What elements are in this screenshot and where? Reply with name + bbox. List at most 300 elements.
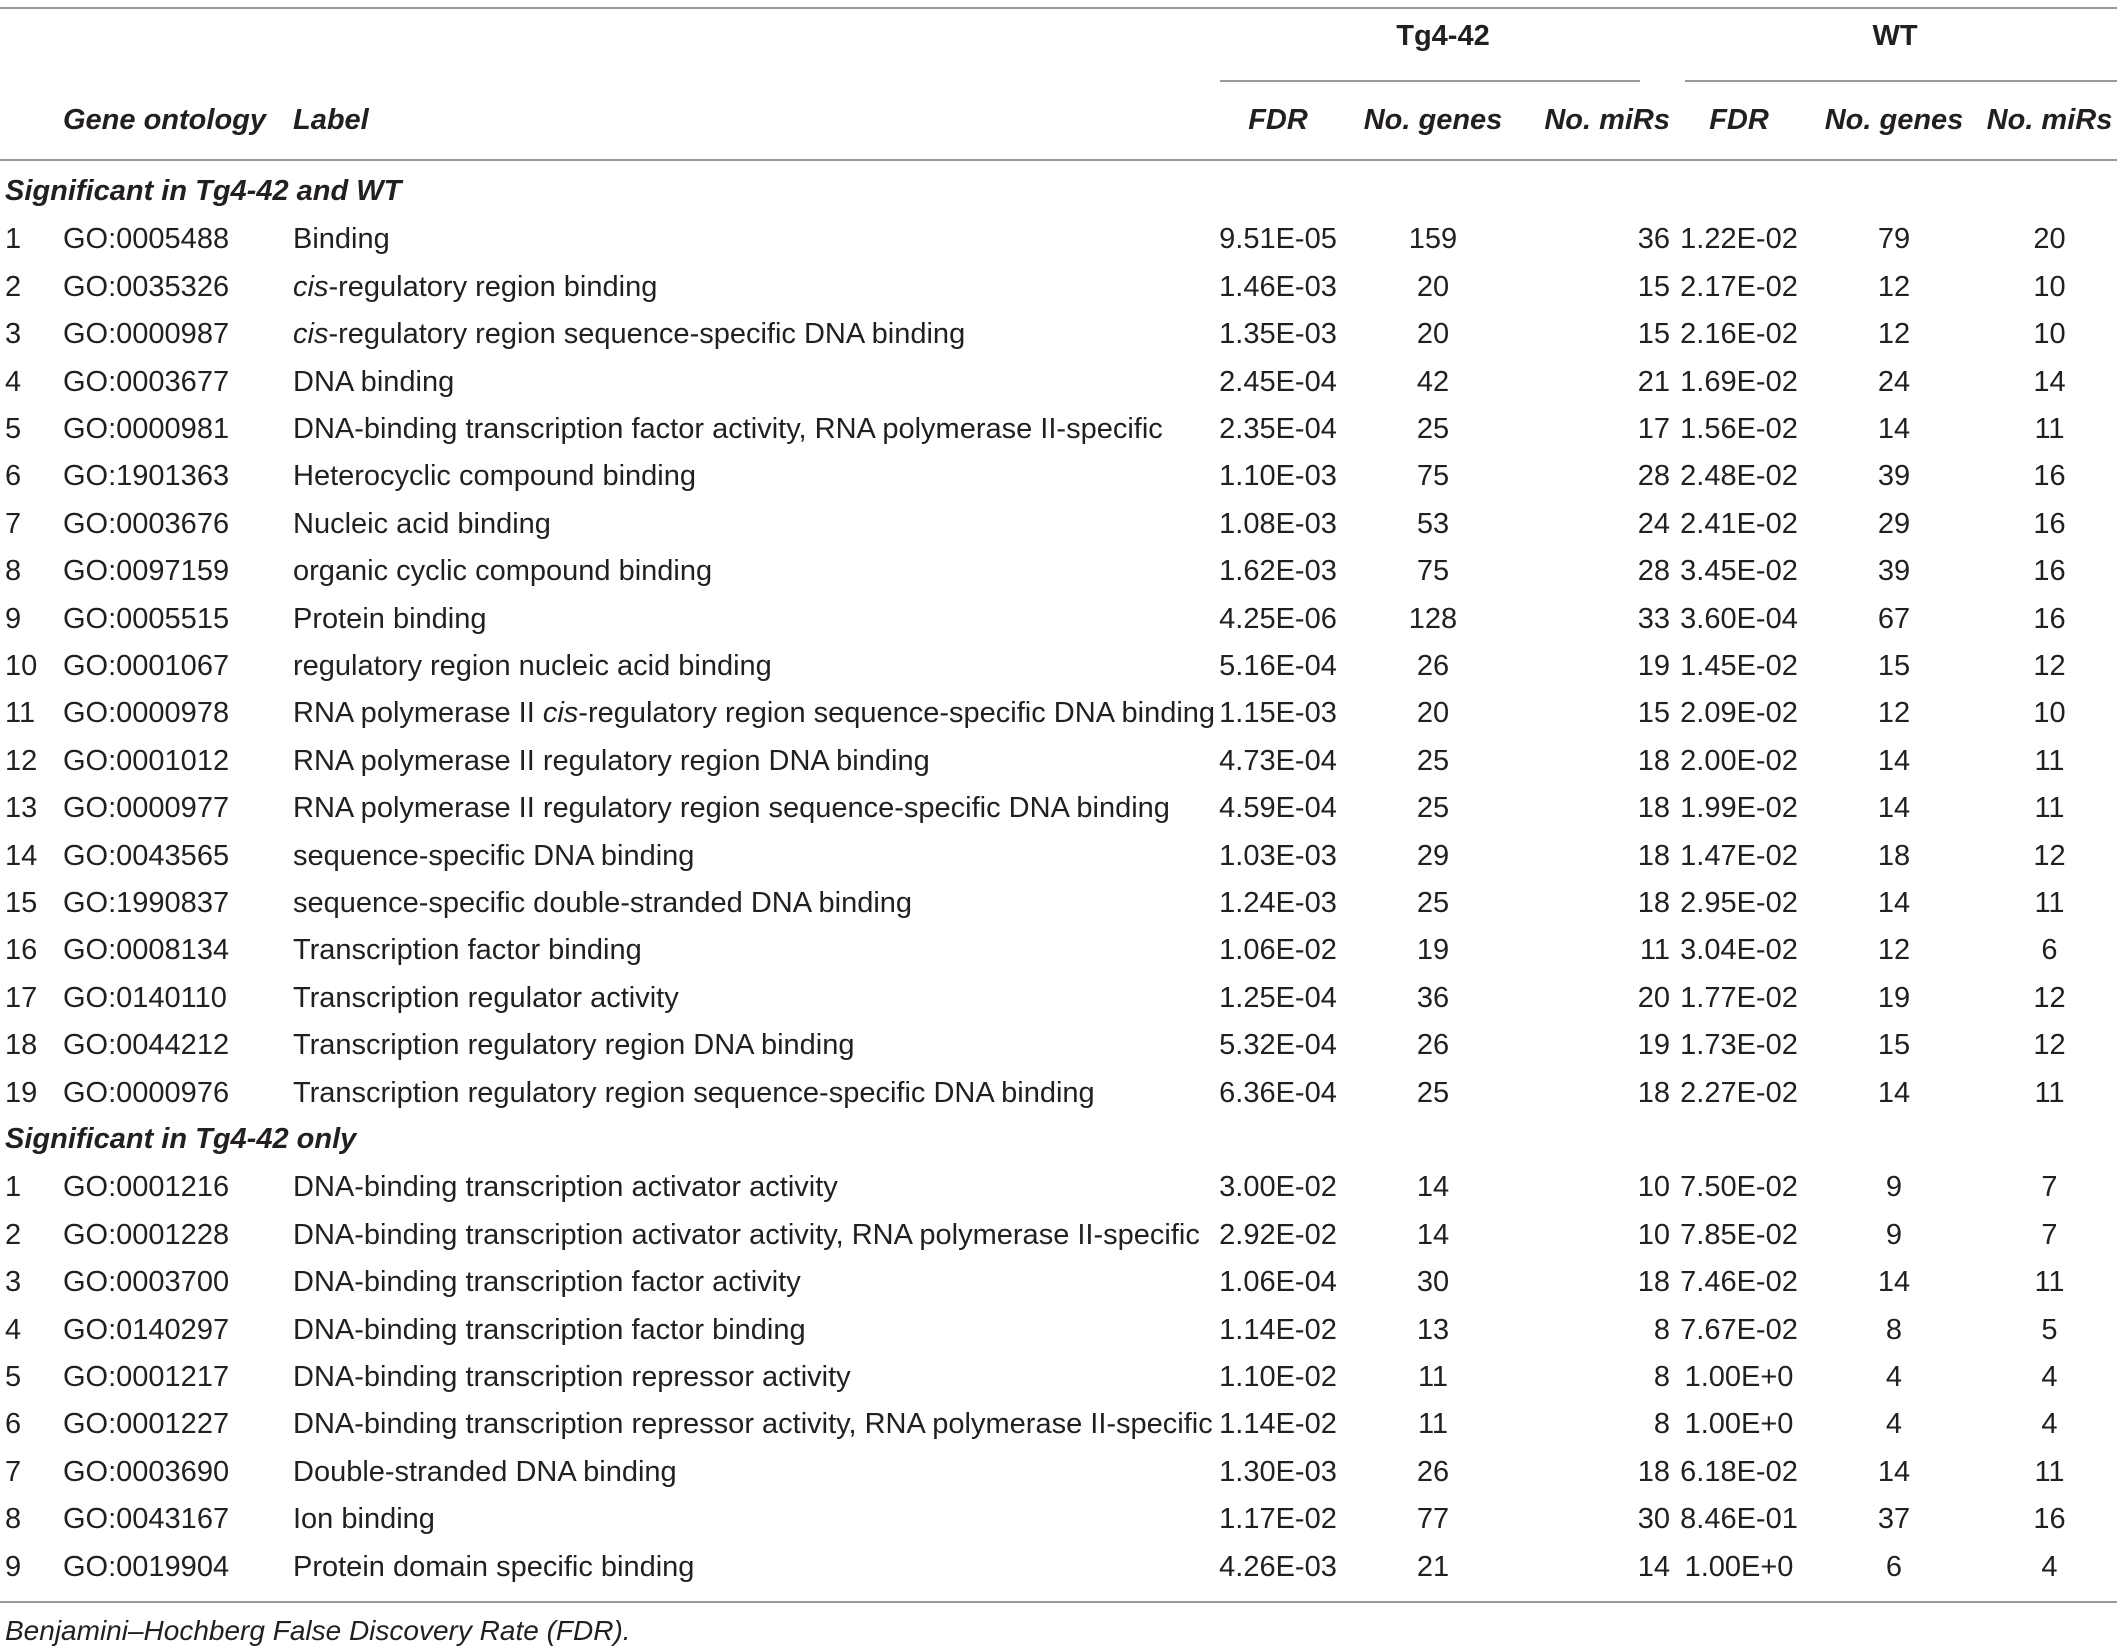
fdr-wt: 7.46E-02 (1680, 1266, 1798, 1299)
go-id: GO:0035326 (63, 270, 230, 303)
go-label-prefix: RNA polymerase II (293, 697, 543, 730)
mirs-tg: 33 (1637, 602, 1670, 635)
header-fdr-wt: FDR (1709, 104, 1769, 136)
row-number: 11 (5, 697, 36, 730)
mirs-wt: 16 (2033, 1503, 2066, 1536)
mirs-wt: 16 (2033, 460, 2066, 493)
genes-wt: 14 (1877, 1266, 1911, 1299)
fdr-wt: 2.48E-02 (1680, 460, 1798, 493)
go-label: DNA-binding transcription activator activity (293, 1171, 838, 1204)
fdr-wt: 2.95E-02 (1680, 887, 1798, 919)
genes-tg: 14 (1416, 1218, 1450, 1251)
header-label: Label (293, 104, 369, 136)
header-mirs-tg: No. miRs (1544, 104, 1670, 136)
genes-wt: 9 (1885, 1218, 1903, 1251)
go-id: GO:0001228 (63, 1218, 230, 1251)
fdr-tg: 1.03E-03 (1219, 839, 1337, 872)
mirs-tg: 18 (1637, 792, 1670, 825)
go-id: GO:0008134 (63, 934, 230, 967)
fdr-tg: 1.24E-03 (1219, 887, 1337, 919)
genes-wt: 18 (1877, 839, 1911, 872)
row-number: 9 (5, 602, 22, 635)
mirs-tg: 15 (1637, 318, 1670, 351)
row-number: 4 (5, 1313, 22, 1346)
mirs-tg: 18 (1637, 839, 1670, 872)
mirs-wt: 4 (2041, 1550, 2058, 1583)
row-number: 1 (5, 1171, 22, 1204)
row-number: 12 (5, 744, 38, 777)
row-number: 6 (5, 1408, 22, 1441)
table-row (0, 1070, 2117, 1117)
mirs-wt: 16 (2033, 555, 2066, 588)
genes-tg: 11 (1417, 1361, 1449, 1393)
mirs-wt: 10 (2033, 270, 2066, 303)
row-number: 2 (5, 1218, 22, 1251)
mirs-tg: 28 (1637, 555, 1670, 588)
fdr-wt: 1.56E-02 (1680, 413, 1798, 445)
row-number: 17 (5, 981, 38, 1014)
mirs-wt: 4 (2041, 1361, 2058, 1393)
genes-tg: 29 (1416, 839, 1450, 872)
go-id: GO:0043565 (63, 839, 230, 872)
fdr-wt: 1.77E-02 (1680, 981, 1798, 1014)
fdr-tg: 1.25E-04 (1219, 981, 1337, 1014)
genes-tg: 159 (1408, 223, 1458, 256)
go-id: GO:0140110 (63, 981, 227, 1014)
go-id: GO:0003677 (63, 365, 230, 398)
row-number: 10 (5, 650, 38, 682)
table-row (0, 406, 2117, 453)
mirs-wt: 11 (2034, 887, 2065, 919)
go-label: DNA-binding transcription factor activity, RNA polymerase II-specific (293, 413, 1163, 445)
genes-wt: 39 (1877, 555, 1911, 588)
mirs-tg: 18 (1637, 887, 1670, 919)
fdr-tg: 1.06E-02 (1219, 934, 1337, 967)
section-title: Significant in Tg4-42 and WT (5, 175, 402, 207)
mirs-wt: 12 (2033, 650, 2066, 682)
go-id: GO:1990837 (63, 887, 230, 919)
row-number: 8 (5, 555, 22, 588)
mirs-wt: 5 (2041, 1313, 2058, 1346)
genes-tg: 26 (1416, 1455, 1450, 1488)
fdr-tg: 1.10E-03 (1219, 460, 1337, 493)
fdr-wt: 7.50E-02 (1680, 1171, 1798, 1204)
fdr-wt: 7.67E-02 (1680, 1313, 1798, 1346)
mirs-wt: 12 (2033, 839, 2066, 872)
go-id: GO:0019904 (63, 1550, 230, 1583)
fdr-wt: 2.00E-02 (1680, 744, 1798, 777)
go-id: GO:0005515 (63, 602, 230, 635)
go-id: GO:0003700 (63, 1266, 230, 1299)
table-row (0, 1259, 2117, 1306)
fdr-tg: 9.51E-05 (1219, 223, 1337, 256)
genes-wt: 79 (1877, 223, 1911, 256)
row-number: 2 (5, 270, 22, 303)
table-row (0, 1212, 2117, 1259)
group-title-wt: WT (1872, 20, 1918, 52)
fdr-tg: 1.46E-03 (1219, 270, 1337, 303)
mirs-wt: 11 (2034, 1455, 2065, 1488)
genes-tg: 25 (1416, 887, 1450, 919)
table-row (0, 1022, 2117, 1069)
go-label (293, 690, 1215, 737)
header-genes-tg: No. genes (1363, 104, 1503, 136)
table-row (0, 548, 2117, 595)
genes-tg: 13 (1416, 1313, 1450, 1346)
fdr-tg: 1.35E-03 (1219, 318, 1337, 351)
row-number: 4 (5, 365, 22, 398)
mirs-tg: 18 (1637, 1455, 1670, 1488)
genes-tg: 26 (1416, 1029, 1450, 1062)
go-id: GO:0043167 (63, 1503, 230, 1536)
mirs-tg: 11 (1639, 934, 1670, 967)
go-label: Transcription regulatory region sequence-specific DNA binding (293, 1076, 1095, 1109)
mirs-tg: 24 (1637, 507, 1670, 540)
go-label: Transcription regulatory region DNA binding (293, 1029, 855, 1062)
go-id: GO:0000981 (63, 413, 230, 445)
mirs-wt: 11 (2034, 792, 2065, 825)
genes-tg: 25 (1416, 792, 1450, 825)
genes-wt: 14 (1877, 413, 1911, 445)
go-id: GO:0005488 (63, 223, 230, 256)
fdr-tg: 5.16E-04 (1219, 650, 1337, 682)
row-number: 15 (5, 887, 38, 919)
table-row (0, 880, 2117, 927)
genes-tg: 11 (1417, 1408, 1449, 1441)
fdr-wt: 1.00E+0 (1684, 1408, 1794, 1441)
genes-wt: 12 (1877, 934, 1911, 967)
fdr-wt: 8.46E-01 (1680, 1503, 1798, 1536)
row-number: 3 (5, 318, 22, 351)
row-number: 5 (5, 1361, 22, 1393)
group-rule-wt (1685, 80, 2117, 82)
table-row (0, 690, 2117, 737)
table-row (0, 738, 2117, 785)
mirs-tg: 17 (1637, 413, 1670, 445)
mirs-wt: 11 (2034, 413, 2065, 445)
go-label: regulatory region nucleic acid binding (293, 650, 772, 682)
genes-tg: 26 (1416, 650, 1450, 682)
go-id: GO:0000976 (63, 1076, 230, 1109)
genes-tg: 20 (1416, 270, 1450, 303)
genes-wt: 14 (1877, 744, 1911, 777)
mirs-wt: 14 (2033, 365, 2066, 398)
go-label-text: -regulatory region sequence-specific DNA binding (328, 318, 966, 351)
genes-tg: 20 (1416, 318, 1450, 351)
go-label-italic: cis (293, 318, 329, 351)
mirs-wt: 11 (2034, 744, 2065, 777)
fdr-wt: 2.09E-02 (1680, 697, 1798, 730)
fdr-tg: 1.62E-03 (1219, 555, 1337, 588)
go-id: GO:0001216 (63, 1171, 230, 1204)
table-row (0, 1544, 2117, 1591)
genes-tg: 36 (1416, 981, 1450, 1014)
mirs-tg: 10 (1637, 1171, 1670, 1204)
go-label: Transcription regulator activity (293, 981, 679, 1014)
go-label: Transcription factor binding (293, 934, 642, 967)
go-label: DNA-binding transcription factor activity (293, 1266, 801, 1299)
fdr-wt: 2.27E-02 (1680, 1076, 1798, 1109)
go-label: Nucleic acid binding (293, 507, 551, 540)
row-number: 14 (5, 839, 38, 872)
mirs-wt: 4 (2041, 1408, 2058, 1441)
genes-wt: 37 (1877, 1503, 1911, 1536)
table-row (0, 1496, 2117, 1543)
genes-wt: 24 (1877, 365, 1911, 398)
fdr-wt: 1.47E-02 (1680, 839, 1798, 872)
row-number: 1 (5, 223, 22, 256)
row-number: 19 (5, 1076, 38, 1109)
go-id: GO:0000987 (63, 318, 230, 351)
genes-wt: 9 (1885, 1171, 1903, 1204)
go-id: GO:0140297 (63, 1313, 230, 1346)
go-label-italic: cis (542, 697, 579, 730)
table-row (0, 975, 2117, 1022)
mirs-wt: 16 (2033, 507, 2066, 540)
fdr-wt: 2.16E-02 (1680, 318, 1798, 351)
fdr-wt: 1.22E-02 (1680, 223, 1798, 256)
fdr-tg: 1.14E-02 (1219, 1408, 1337, 1441)
genes-wt: 12 (1877, 270, 1911, 303)
genes-tg: 53 (1416, 507, 1450, 540)
fdr-wt: 1.00E+0 (1684, 1550, 1794, 1583)
fdr-tg: 2.92E-02 (1219, 1218, 1337, 1251)
genes-wt: 14 (1877, 1455, 1911, 1488)
table-row (0, 216, 2117, 263)
fdr-tg: 4.73E-04 (1219, 744, 1337, 777)
mirs-tg: 15 (1637, 270, 1670, 303)
go-id: GO:0044212 (63, 1029, 230, 1062)
genes-wt: 12 (1877, 697, 1911, 730)
fdr-wt: 1.45E-02 (1680, 650, 1798, 682)
row-number: 18 (5, 1029, 38, 1062)
fdr-tg: 5.32E-04 (1219, 1029, 1337, 1062)
row-number: 6 (5, 460, 22, 493)
mirs-tg: 18 (1637, 1076, 1670, 1109)
fdr-tg: 2.45E-04 (1219, 365, 1337, 398)
row-number: 3 (5, 1266, 22, 1299)
genes-tg: 77 (1416, 1503, 1450, 1536)
go-id: GO:0001012 (63, 744, 230, 777)
table-row (0, 596, 2117, 643)
genes-tg: 75 (1416, 555, 1450, 588)
fdr-wt: 7.85E-02 (1680, 1218, 1798, 1251)
mirs-wt: 11 (2034, 1076, 2065, 1109)
genes-wt: 8 (1885, 1313, 1903, 1346)
genes-wt: 4 (1885, 1361, 1903, 1393)
mirs-wt: 7 (2041, 1218, 2058, 1251)
mirs-tg: 19 (1637, 650, 1670, 682)
table-row (0, 1164, 2117, 1211)
row-number: 13 (5, 792, 38, 825)
genes-wt: 39 (1877, 460, 1911, 493)
genes-wt: 29 (1877, 507, 1911, 540)
table-row (0, 1354, 2117, 1401)
table-row (0, 1449, 2117, 1496)
table-row (0, 501, 2117, 548)
go-label: Double-stranded DNA binding (293, 1455, 677, 1488)
go-id: GO:0003690 (63, 1455, 230, 1488)
genes-tg: 42 (1416, 365, 1450, 398)
mirs-tg: 36 (1637, 223, 1670, 256)
go-label-text: -regulatory region binding (328, 270, 658, 303)
group-title-tg: Tg4-42 (1396, 20, 1490, 52)
table-row (0, 1401, 2117, 1448)
genes-wt: 6 (1885, 1550, 1903, 1583)
mirs-tg: 8 (1653, 1313, 1670, 1346)
genes-wt: 14 (1877, 1076, 1911, 1109)
mirs-tg: 10 (1637, 1218, 1670, 1251)
go-id: GO:0001067 (63, 650, 230, 682)
table-row (0, 643, 2117, 690)
fdr-wt: 1.99E-02 (1680, 792, 1798, 825)
table-footnote: Benjamini–Hochberg False Discovery Rate (FDR). (5, 1615, 631, 1646)
fdr-tg: 1.06E-04 (1219, 1266, 1337, 1299)
go-label: Heterocyclic compound binding (293, 460, 696, 493)
row-number: 16 (5, 934, 38, 967)
fdr-tg: 1.14E-02 (1219, 1313, 1337, 1346)
fdr-tg: 1.10E-02 (1219, 1361, 1337, 1393)
header-bottom-rule (0, 159, 2117, 161)
genes-tg: 19 (1416, 934, 1450, 967)
mirs-wt: 6 (2041, 934, 2058, 967)
mirs-tg: 15 (1637, 697, 1670, 730)
go-id: GO:0003676 (63, 507, 230, 540)
fdr-wt: 1.73E-02 (1680, 1029, 1798, 1062)
go-label: DNA-binding transcription activator activity, RNA polymerase II-specific (293, 1218, 1200, 1251)
go-label (293, 311, 965, 358)
go-id: GO:1901363 (63, 460, 230, 493)
genes-wt: 12 (1877, 318, 1911, 351)
go-label: Ion binding (293, 1503, 435, 1536)
fdr-tg: 1.08E-03 (1219, 507, 1337, 540)
mirs-tg: 19 (1637, 1029, 1670, 1062)
go-label: sequence-specific DNA binding (293, 839, 695, 872)
row-number: 7 (5, 1455, 22, 1488)
go-label: DNA-binding transcription repressor activity (293, 1361, 851, 1393)
go-id: GO:0000978 (63, 697, 230, 730)
go-label: DNA-binding transcription repressor activity, RNA polymerase II-specific (293, 1408, 1213, 1441)
header-mirs-wt: No. miRs (1986, 104, 2113, 136)
table-top-rule (0, 7, 2117, 9)
fdr-wt: 1.00E+0 (1684, 1361, 1794, 1393)
table-bottom-rule (0, 1601, 2117, 1603)
genes-wt: 15 (1877, 1029, 1911, 1062)
mirs-wt: 20 (2033, 223, 2066, 256)
genes-tg: 30 (1416, 1266, 1450, 1299)
go-label (293, 264, 657, 311)
fdr-wt: 2.41E-02 (1680, 507, 1798, 540)
genes-wt: 67 (1877, 602, 1911, 635)
mirs-tg: 18 (1637, 744, 1670, 777)
table-row (0, 264, 2117, 311)
table-row (0, 785, 2117, 832)
fdr-wt: 3.60E-04 (1680, 602, 1798, 635)
genes-wt: 15 (1877, 650, 1911, 682)
table-row (0, 1307, 2117, 1354)
row-number: 5 (5, 413, 22, 445)
genes-tg: 21 (1416, 1550, 1450, 1583)
go-id: GO:0097159 (63, 555, 230, 588)
mirs-wt: 16 (2033, 602, 2066, 635)
fdr-tg: 4.59E-04 (1219, 792, 1337, 825)
table-row (0, 927, 2117, 974)
mirs-tg: 21 (1637, 365, 1670, 398)
go-label-italic: cis (293, 270, 329, 303)
genes-tg: 25 (1416, 413, 1450, 445)
genes-wt: 19 (1877, 981, 1911, 1014)
row-number: 8 (5, 1503, 22, 1536)
genes-tg: 128 (1408, 602, 1458, 635)
fdr-wt: 6.18E-02 (1680, 1455, 1798, 1488)
fdr-tg: 4.26E-03 (1219, 1550, 1337, 1583)
genes-wt: 14 (1877, 792, 1911, 825)
fdr-tg: 4.25E-06 (1219, 602, 1337, 635)
mirs-wt: 7 (2041, 1171, 2058, 1204)
go-label-text: -regulatory region sequence-specific DNA binding (578, 697, 1216, 730)
mirs-wt: 10 (2033, 697, 2066, 730)
fdr-tg: 1.15E-03 (1219, 697, 1337, 730)
go-label: Protein binding (293, 602, 487, 635)
group-rule-tg (1220, 80, 1640, 82)
genes-tg: 75 (1416, 460, 1450, 493)
mirs-tg: 8 (1653, 1361, 1670, 1393)
genes-tg: 25 (1416, 744, 1450, 777)
genes-tg: 20 (1416, 697, 1450, 730)
genes-tg: 25 (1416, 1076, 1450, 1109)
mirs-wt: 10 (2033, 318, 2066, 351)
fdr-tg: 2.35E-04 (1219, 413, 1337, 445)
header-fdr-tg: FDR (1248, 104, 1308, 136)
go-label: organic cyclic compound binding (293, 555, 713, 588)
genes-tg: 14 (1416, 1171, 1450, 1204)
mirs-wt: 12 (2033, 981, 2066, 1014)
go-id: GO:0001227 (63, 1408, 230, 1441)
fdr-tg: 6.36E-04 (1219, 1076, 1337, 1109)
go-id: GO:0001217 (63, 1361, 230, 1393)
genes-wt: 4 (1885, 1408, 1903, 1441)
go-label: Binding (293, 223, 390, 256)
mirs-tg: 14 (1637, 1550, 1670, 1583)
table-row (0, 359, 2117, 406)
row-number: 9 (5, 1550, 22, 1583)
go-id: GO:0000977 (63, 792, 230, 825)
header-gene-ontology: Gene ontology (63, 104, 266, 136)
fdr-tg: 1.17E-02 (1219, 1503, 1337, 1536)
section-title: Significant in Tg4-42 only (5, 1123, 357, 1155)
table-row (0, 833, 2117, 880)
fdr-wt: 1.69E-02 (1680, 365, 1798, 398)
go-label: DNA-binding transcription factor binding (293, 1313, 806, 1346)
go-label: DNA binding (293, 365, 455, 398)
table-row (0, 311, 2117, 358)
mirs-tg: 28 (1637, 460, 1670, 493)
go-label: Protein domain specific binding (293, 1550, 695, 1583)
mirs-tg: 8 (1653, 1408, 1670, 1441)
fdr-wt: 2.17E-02 (1680, 270, 1798, 303)
go-label: RNA polymerase II regulatory region DNA binding (293, 744, 930, 777)
mirs-tg: 30 (1637, 1503, 1670, 1536)
fdr-tg: 3.00E-02 (1219, 1171, 1337, 1204)
mirs-tg: 18 (1637, 1266, 1670, 1299)
go-label: RNA polymerase II regulatory region sequence-specific DNA binding (293, 792, 1170, 825)
mirs-wt: 11 (2034, 1266, 2065, 1299)
header-genes-wt: No. genes (1824, 104, 1964, 136)
genes-wt: 14 (1877, 887, 1911, 919)
fdr-wt: 3.04E-02 (1680, 934, 1798, 967)
mirs-tg: 20 (1637, 981, 1670, 1014)
fdr-tg: 1.30E-03 (1219, 1455, 1337, 1488)
